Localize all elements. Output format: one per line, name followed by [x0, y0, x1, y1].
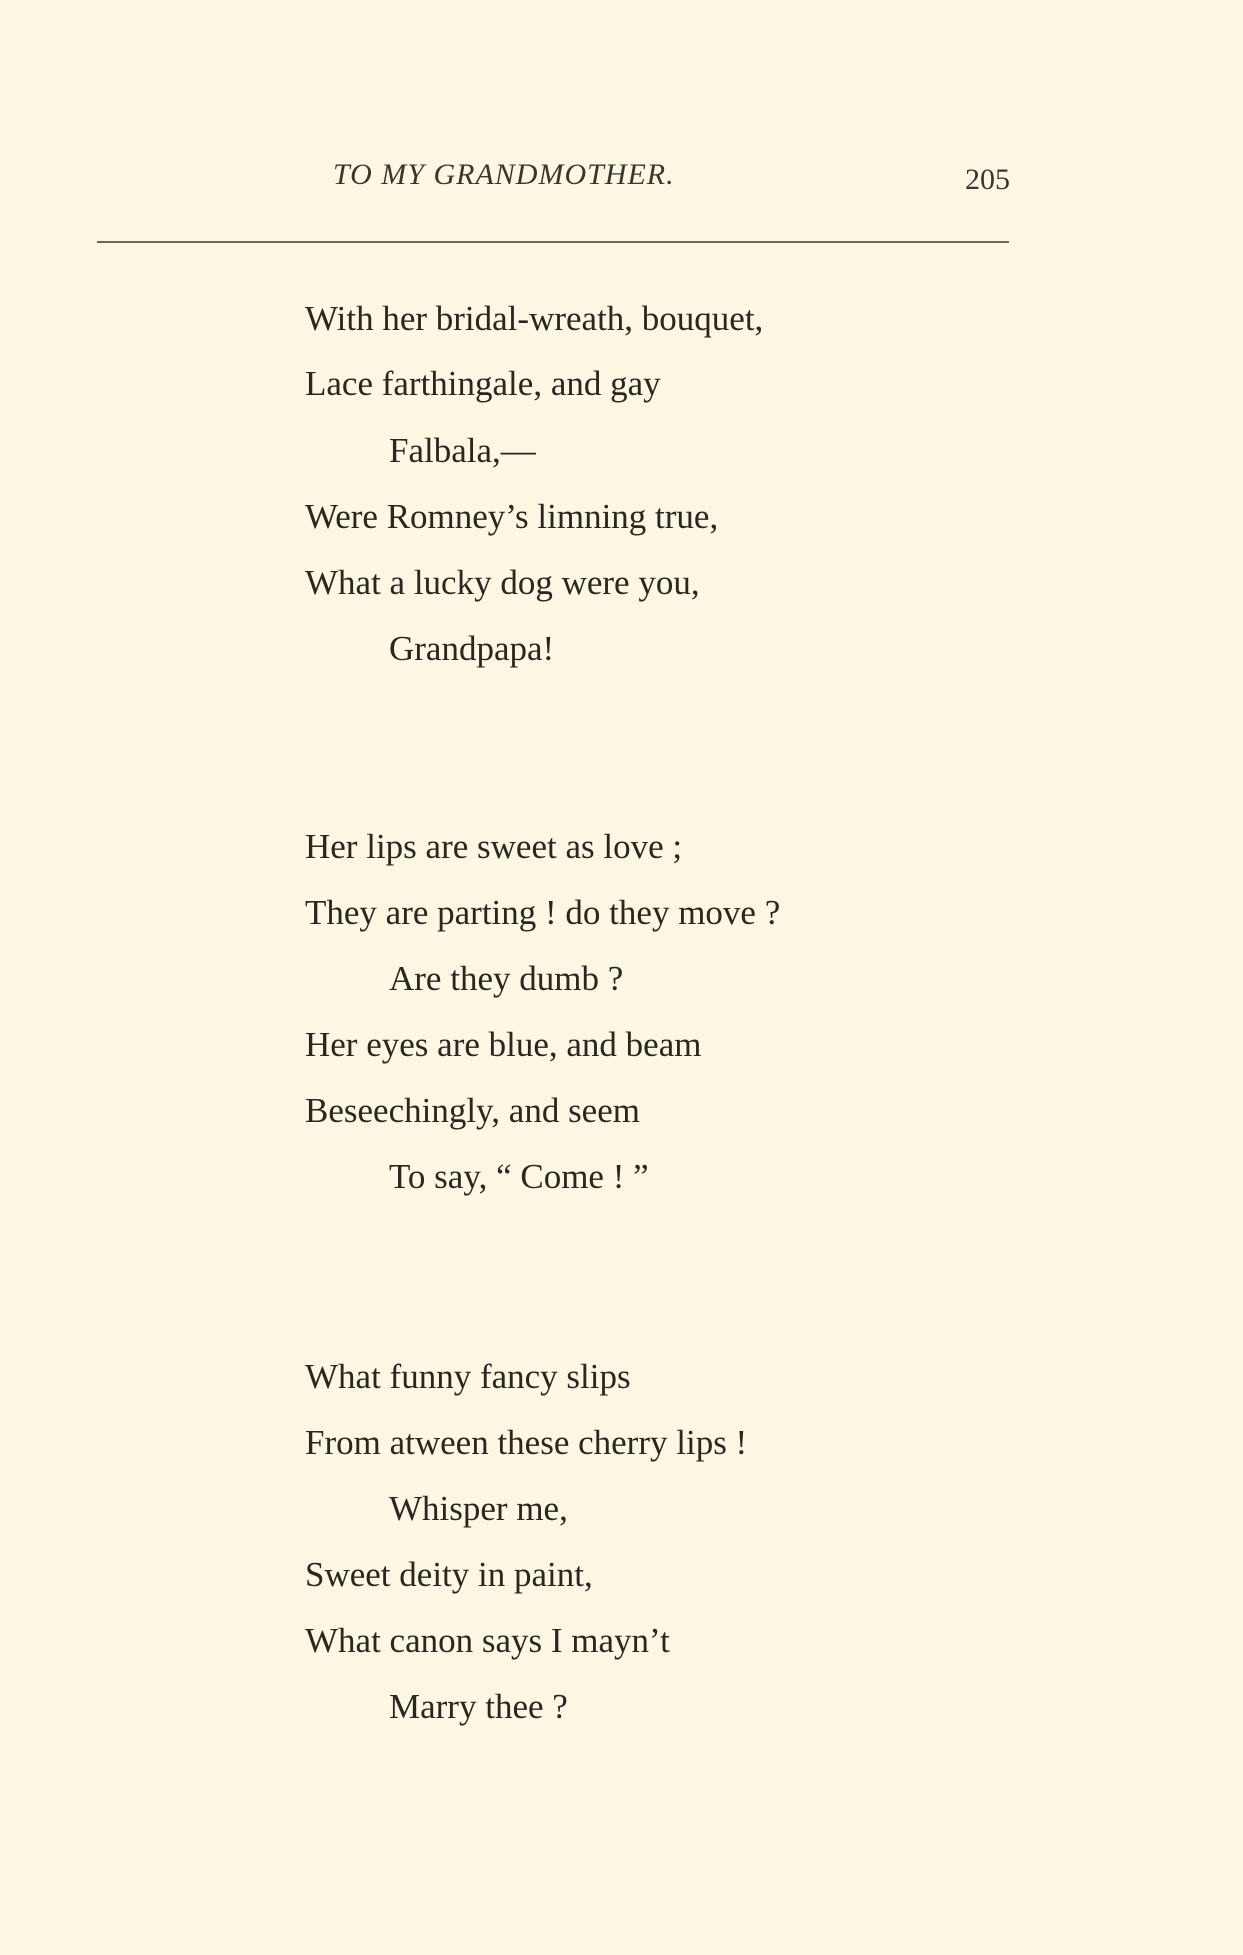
verse-line: Her lips are sweet as love ;: [305, 827, 683, 866]
verse-line: Were Romney’s limning true,: [305, 497, 719, 536]
page-number: 205: [965, 163, 1010, 196]
verse-line: Falbala,—: [389, 431, 536, 470]
verse-line: Lace farthingale, and gay: [305, 364, 661, 403]
verse-line: To say, “ Come ! ”: [389, 1157, 649, 1196]
verse-line: Her eyes are blue, and beam: [305, 1025, 702, 1064]
verse-line: Whisper me,: [389, 1489, 568, 1528]
verse-line: Beseechingly, and seem: [305, 1091, 640, 1130]
verse-line: From atween these cherry lips !: [305, 1423, 748, 1462]
verse-line: Marry thee ?: [389, 1687, 568, 1726]
verse-line: They are parting ! do they move ?: [305, 893, 781, 932]
verse-line: Are they dumb ?: [389, 959, 624, 998]
running-title: TO MY GRANDMOTHER.: [333, 158, 675, 191]
verse-line: With her bridal-wreath, bouquet,: [305, 299, 764, 338]
header-rule: [97, 241, 1009, 243]
verse-line: What canon says I mayn’t: [305, 1621, 670, 1660]
verse-line: Sweet deity in paint,: [305, 1555, 593, 1594]
verse-line: Grandpapa!: [389, 629, 555, 668]
verse-line: What funny fancy slips: [305, 1357, 631, 1396]
verse-line: What a lucky dog were you,: [305, 563, 700, 602]
